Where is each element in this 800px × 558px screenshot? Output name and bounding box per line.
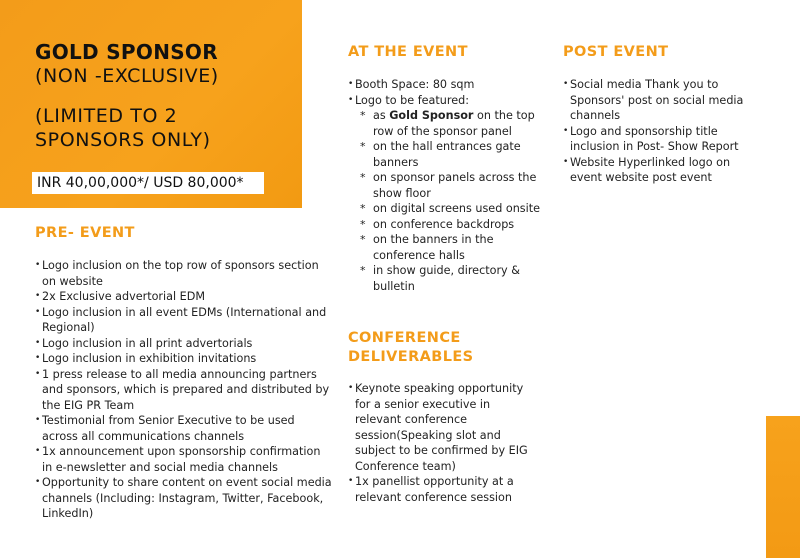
sponsor-tier-emphasis: Gold Sponsor bbox=[389, 109, 474, 122]
list-item: • Website Hyperlinked logo on event website post event bbox=[563, 155, 763, 186]
sub-list-item: * in show guide, directory & bulletin bbox=[355, 263, 543, 294]
sponsor-limit-note: (LIMITED TO 2 SPONSORS ONLY) bbox=[35, 105, 211, 151]
sponsor-tier-title: GOLD SPONSOR bbox=[35, 40, 218, 64]
decorative-side-bar bbox=[766, 416, 800, 558]
list-item: • Logo and sponsorship title inclusion in Post- Show Report bbox=[563, 124, 763, 155]
post-event-heading: POST EVENT bbox=[563, 44, 669, 60]
list-item: • 1x panellist opportunity at a relevant conference session bbox=[348, 474, 538, 505]
sub-item-prefix: as bbox=[373, 109, 386, 122]
sub-list-item: * on digital screens used onsite bbox=[355, 201, 543, 217]
list-item: • 2x Exclusive advertorial EDM bbox=[35, 289, 333, 305]
logo-placement-list bbox=[355, 108, 543, 294]
conference-list bbox=[348, 381, 538, 505]
list-item: • Logo inclusion in all event EDMs (International and Regional) bbox=[35, 305, 333, 336]
list-item bbox=[348, 93, 543, 295]
list-item: • Opportunity to share content on event social media channels (Including: Instagram, Twitter, Facebook, LinkedIn) bbox=[35, 475, 333, 522]
pre-event-heading: PRE- EVENT bbox=[35, 225, 135, 241]
sub-list-item: * on the banners in the conference halls bbox=[355, 232, 543, 263]
list-item-label: Logo to be featured: bbox=[355, 93, 469, 107]
list-item: • Logo inclusion in exhibition invitations bbox=[35, 351, 333, 367]
sponsor-tier-subtitle: (NON -EXCLUSIVE) bbox=[35, 65, 219, 87]
price-label: INR 40,00,000*/ USD 80,000* bbox=[32, 172, 264, 194]
sub-list-item bbox=[355, 108, 543, 139]
list-item: • Keynote speaking opportunity for a senior executive in relevant conference session(Speaking slot and subject to be confirmed by EIG Conference team) bbox=[348, 381, 538, 474]
conference-heading: CONFERENCE DELIVERABLES bbox=[348, 330, 474, 365]
list-item: • Logo inclusion on the top row of sponsors section on website bbox=[35, 258, 333, 289]
at-event-list bbox=[348, 77, 543, 294]
list-item: • 1x announcement upon sponsorship confirmation in e-newsletter and social media channels bbox=[35, 444, 333, 475]
sub-list-item: * on conference backdrops bbox=[355, 217, 543, 233]
pre-event-list bbox=[35, 258, 333, 522]
list-item: • Booth Space: 80 sqm bbox=[348, 77, 543, 93]
hero-panel bbox=[0, 0, 302, 208]
sub-list-item: * on sponsor panels across the show floor bbox=[355, 170, 543, 201]
sub-list-item: * on the hall entrances gate banners bbox=[355, 139, 543, 170]
at-event-heading: AT THE EVENT bbox=[348, 44, 468, 60]
list-item: • Logo inclusion in all print advertorials bbox=[35, 336, 333, 352]
list-item: • Social media Thank you to Sponsors' post on social media channels bbox=[563, 77, 763, 124]
list-item: • 1 press release to all media announcing partners and sponsors, which is prepared and distributed by the EIG PR Team bbox=[35, 367, 333, 414]
post-event-list bbox=[563, 77, 763, 186]
list-item: • Testimonial from Senior Executive to be used across all communications channels bbox=[35, 413, 333, 444]
sub-item-suffix: on the top row of the sponsor panel bbox=[373, 109, 535, 138]
